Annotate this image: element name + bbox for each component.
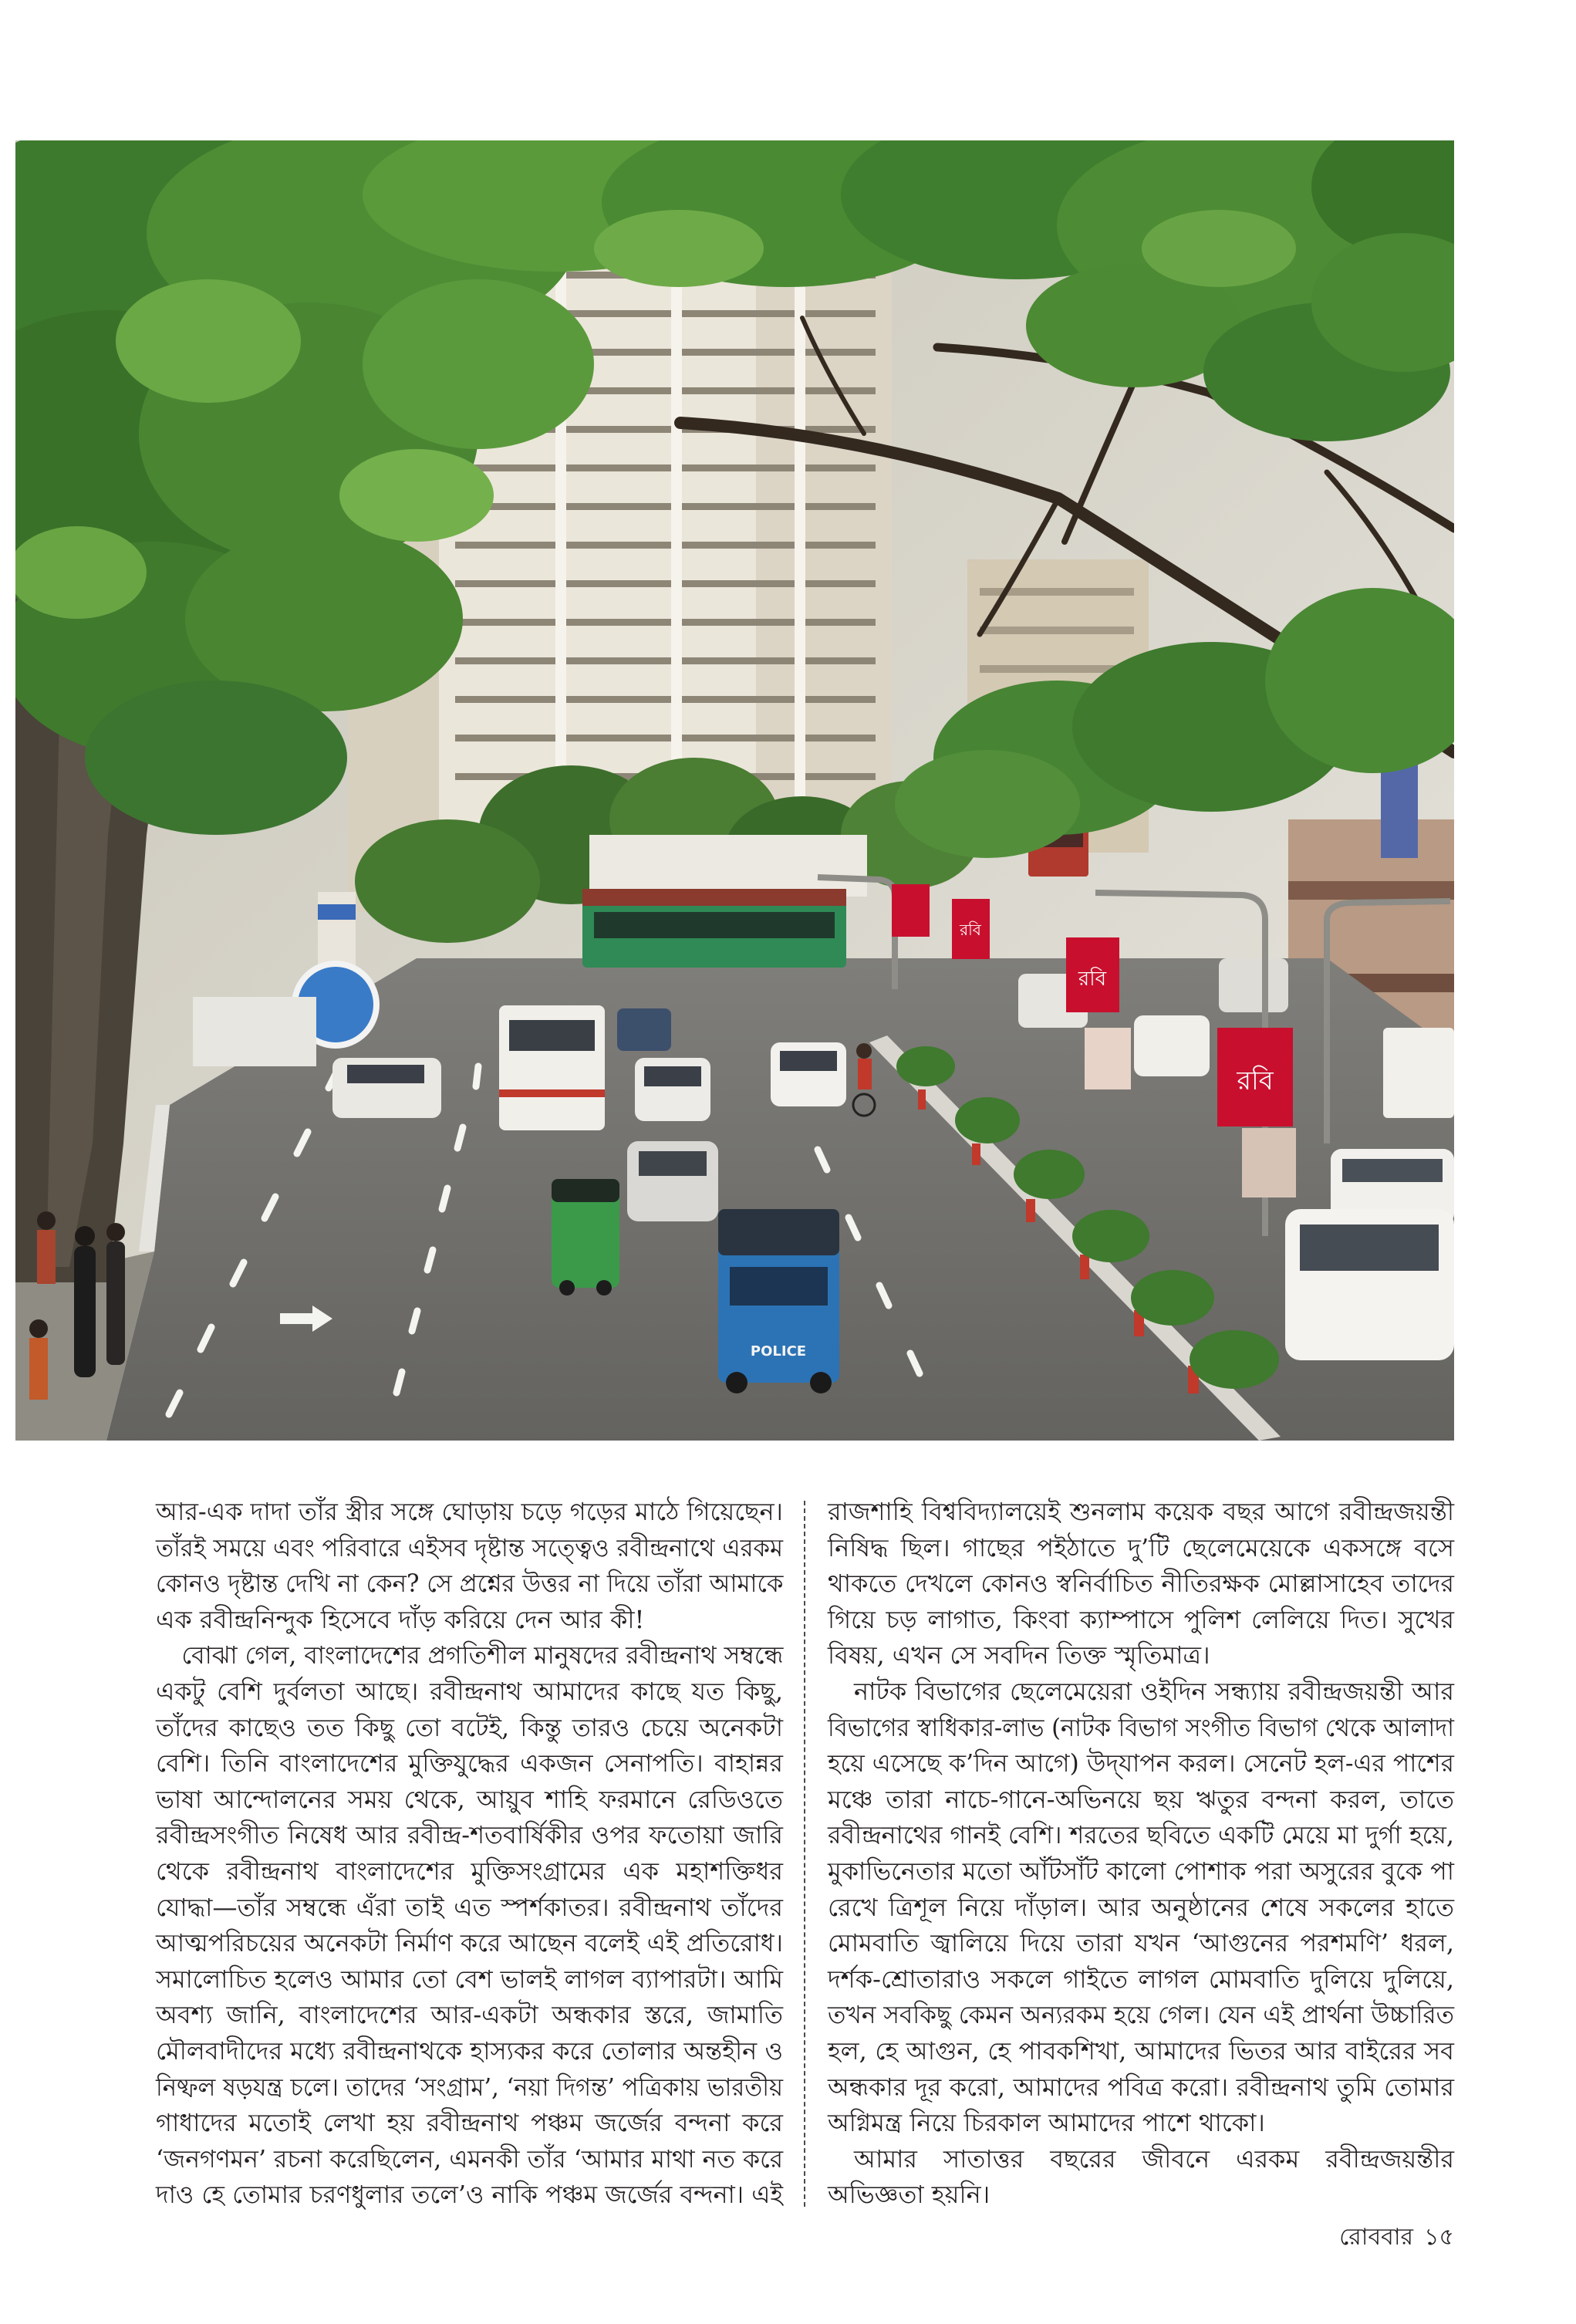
text-line: রেখে ত্রিশূল নিয়ে দাঁড়াল। আর অনুষ্ঠানের শেষে সকলের হাতে (828, 1892, 1454, 1922)
text-line: তাঁরই সময়ে এবং পরিবারে এইসব দৃষ্টান্ত সত্ত্বেও রবীন্দ্রনাথে এরকম (156, 1532, 783, 1562)
text-line: একটু বেশি দুর্বলতা আছে। রবীন্দ্রনাথ আমাদের কাছে যত কিছু, (156, 1676, 783, 1706)
cng-auto-rickshaw (552, 1179, 619, 1295)
silver-car (627, 1141, 718, 1221)
text-line: আর-এক দাদা তাঁর স্ত্রীর সঙ্গে ঘোড়ায় চড়ে গড়ের মাঠে গিয়েছেন। (156, 1497, 783, 1526)
dark-car (617, 1008, 671, 1051)
police-truck (718, 1209, 839, 1393)
text-line: তাঁদের কাছেও তত কিছু তো বটেই, কিন্তু তারও চেয়ে অনেকটা (156, 1712, 783, 1742)
text-line: গিয়ে চড় লাগাত, কিংবা ক্যাম্পাসে পুলিশ লেলিয়ে দিত। সুখের (828, 1604, 1454, 1634)
white-car (771, 1042, 846, 1106)
left-column (156, 1494, 783, 2213)
white-car (332, 1058, 441, 1118)
white-car (1219, 958, 1288, 1012)
text-line: নাটক বিভাগের ছেলেমেয়েরা ওইদিন সন্ধ্যায় রবীন্দ্রজয়ন্তী আর (854, 1676, 1454, 1706)
text-line: অবশ্য জানি, বাংলাদেশের আর-একটা অন্ধকার স্তরে, জামাতি (156, 2000, 783, 2030)
white-bus-right (1383, 1028, 1454, 1118)
text-line: ‘জনগণমন’ রচনা করেছিলেন, এমনকী তাঁর ‘আমার মাথা নত করে (156, 2143, 784, 2174)
white-car (1134, 1015, 1210, 1076)
text-line: রবীন্দ্রসংগীত নিষেধ আর রবীন্দ্র-শতবার্ষিকীর ওপর ফতোয়া জারি (156, 1820, 783, 1850)
paragraph (156, 1637, 783, 2213)
text-line: এক রবীন্দ্রনিন্দুক হিসেবে দাঁড় করিয়ে দেন আর কী! (156, 1604, 645, 1634)
white-bus (499, 1005, 605, 1130)
text-line: বিভাগের স্বাধিকার-লাভ (নাটক বিভাগ সংগীত বিভাগ থেকে আলাদা (828, 1712, 1454, 1742)
text-line: মোমবাতি জ্বালিয়ে দিয়ে তারা যখন ‘আগুনের পরশমণি’ ধরল, (828, 1928, 1454, 1958)
text-line: বোঝা গেল, বাংলাদেশের প্রগতিশীল মানুষদের রবীন্দ্রনাথ সম্বন্ধে (181, 1640, 784, 1670)
text-line: দাও হে তোমার চরণধুলার তলে’ও নাকি পঞ্চম জর্জের বন্দনা। এই (156, 2180, 783, 2210)
page-footer (1339, 2221, 1454, 2255)
text-line: আমার সাতাত্তর বছরের জীবনে এরকম রবীন্দ্রজয়ন্তীর (854, 2143, 1454, 2174)
text-line: থেকে রবীন্দ্রনাথ বাংলাদেশের মুক্তিসংগ্রামের এক মহাশক্তিধর (156, 1856, 783, 1886)
text-line: নিষিদ্ধ ছিল। গাছের পইঠাতে দু’টি ছেলেমেয়েকে একসঙ্গে বসে (828, 1532, 1454, 1562)
paragraph (828, 2141, 1454, 2213)
white-van (1285, 1209, 1454, 1360)
paragraph (828, 1674, 1454, 2141)
street-photo (15, 140, 1454, 1441)
right-column (828, 1494, 1454, 2213)
green-bus (582, 889, 846, 968)
text-line: মুকাভিনেতার মতো আঁটসাঁট কালো পোশাক পরা অসুরের বুকে পা (828, 1856, 1455, 1886)
white-wall (589, 835, 867, 897)
paragraph (828, 1494, 1454, 1674)
text-line: অগ্নিমন্ত্র নিয়ে চিরকাল আমাদের পাশে থাকো। (828, 2108, 1265, 2138)
text-line: সমালোচিত হলেও আমার তো বেশ ভালই লাগল ব্যাপারটা। আমি (156, 1964, 783, 1994)
police-label: POLICE (750, 1343, 807, 1360)
banner-text: রবি (960, 920, 981, 939)
page-number: ১৫ (1424, 2224, 1454, 2251)
text-line: গাধাদের মতোই লেখা হয় রবীন্দ্রনাথ পঞ্চম জর্জের বন্দনা করে (156, 2108, 783, 2138)
text-line: রবীন্দ্রনাথের গানই বেশি। শরতের ছবিতে একটি মেয়ে মা দুর্গা হয়ে, (828, 1820, 1454, 1850)
text-line: বিষয়, এখন সে সবদিন তিক্ত স্মৃতিমাত্র। (828, 1640, 1210, 1670)
text-line: রাজশাহি বিশ্ববিদ্যালয়েই শুনলাম কয়েক বছর আগে রবীন্দ্রজয়ন্তী (828, 1497, 1454, 1526)
text-line: আত্মপরিচয়ের অনেকটা নির্মাণ করে আছেন বলেই এই প্রতিরোধ। (156, 1928, 783, 1958)
text-line: ভাষা আন্দোলনের সময় থেকে, আয়ুব শাহি ফরমানে রেডিওতে (156, 1784, 783, 1814)
magazine-name: রোববার (1339, 2224, 1414, 2251)
text-line: কোনও দৃষ্টান্ত দেখি না কেন? সে প্রশ্নের উত্তর না দিয়ে তাঁরা আমাকে (156, 1569, 784, 1599)
text-line: দর্শক-শ্রোতারাও সকলে গাইতে লাগল মোমবাতি দুলিয়ে দুলিয়ে, (828, 1964, 1454, 1994)
text-line: মৌলবাদীদের মধ্যে রবীন্দ্রনাথকে হাস্যকর করে তোলার অন্তহীন ও (156, 2035, 783, 2066)
text-line: অভিজ্ঞতা হয়নি। (828, 2180, 990, 2210)
text-line: তখন সবকিছু কেমন অন্যরকম হয়ে গেল। যেন এই প্রার্থনা উচ্চারিত (828, 2000, 1454, 2030)
paragraph (156, 1494, 783, 1637)
column-divider (804, 1501, 805, 2207)
text-line: যোদ্ধা—তাঁর সম্বন্ধে এঁরা তাই এত স্পর্শকাতর। রবীন্দ্রনাথ তাঁদের (156, 1892, 783, 1922)
banner-text: রবি (1237, 1066, 1274, 1096)
banner-text: রবি (1078, 968, 1107, 991)
text-line: অন্ধকার দূর করো, আমাদের পবিত্র করো। রবীন্দ্রনাথ তুমি তোমার (828, 2072, 1454, 2102)
text-line: বেশি। তিনি বাংলাদেশের মুক্তিযুদ্ধের একজন সেনাপতি। বাহান্নর (156, 1748, 783, 1778)
text-line: হল, হে আগুন, হে পাবকশিখা, আমাদের ভিতর আর বাইরের সব (828, 2035, 1454, 2066)
white-car (635, 1058, 710, 1121)
text-line: নিষ্ফল ষড়যন্ত্র চলে। তাদের ‘সংগ্রাম’, ‘নয়া দিগন্ত’ পত্রিকায় ভারতীয় (156, 2072, 783, 2102)
text-line: হয়ে এসেছে ক’দিন আগে) উদ্‌যাপন করল। সেনেট হল-এর পাশের (828, 1748, 1454, 1778)
text-line: থাকতে দেখলে কোনও স্বনির্বাচিত নীতিরক্ষক মোল্লাসাহেব তাদের (828, 1569, 1454, 1599)
text-line: মঞ্চে তারা নাচে-গানে-অভিনয়ে ছয় ঋতুর বন্দনা করল, তাতে (828, 1784, 1454, 1814)
